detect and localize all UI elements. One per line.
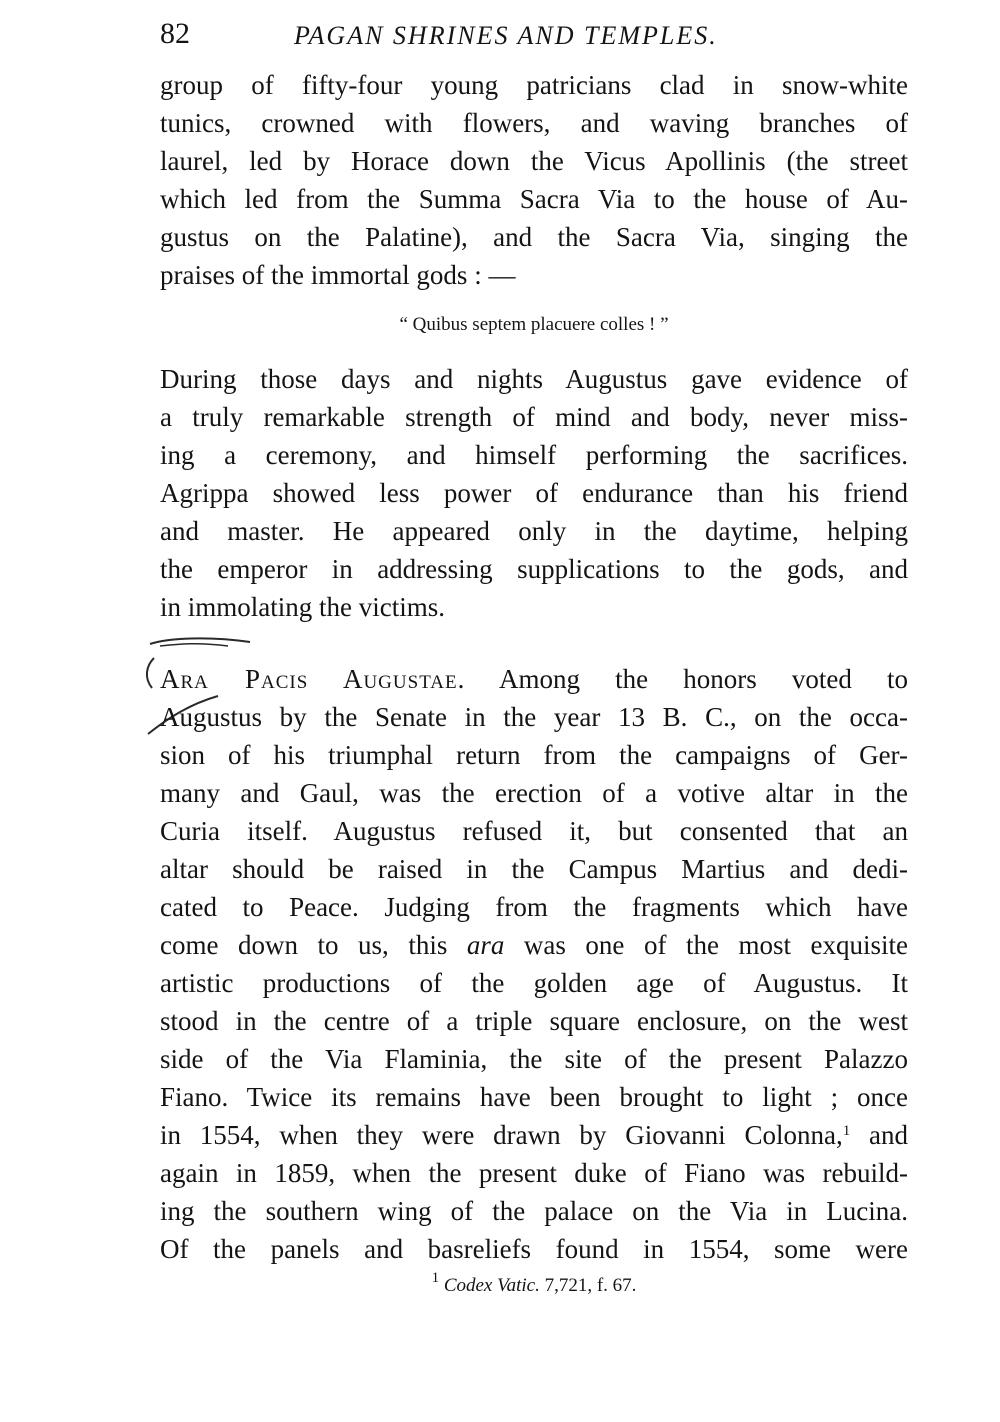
- paragraph-ara-pacis: [160, 660, 908, 1268]
- block-quote: “ Quibus septem placuere colles ! ”: [399, 314, 669, 335]
- text-line: again in 1859, when the present duke of Fiano was rebuild-: [160, 1158, 908, 1188]
- text-line: a truly remarkable strength of mind and body, never miss-: [160, 402, 908, 432]
- text-line: Augustus by the Senate in the year 13 B. C., on the occa-: [160, 702, 908, 732]
- text-line: artistic productions of the golden age of Augustus. It: [160, 968, 908, 998]
- text-fragment: and: [850, 1120, 908, 1150]
- text-line: stood in the centre of a triple square enclosure, on the west: [160, 1006, 908, 1036]
- text-line: ing the southern wing of the palace on the Via in Lucina.: [160, 1196, 908, 1226]
- footnote-source: Codex Vatic.: [443, 1275, 540, 1296]
- text-fragment: come down to us, this: [160, 930, 448, 960]
- text-line: sion of his triumphal return from the campaigns of Ger-: [160, 740, 908, 770]
- text-line: praises of the immortal gods : —: [160, 260, 516, 290]
- text-line: tunics, crowned with flowers, and waving branches of: [160, 108, 908, 138]
- footnote: [160, 1270, 908, 1299]
- footnote-ref: 7,721, f. 67.: [539, 1275, 637, 1296]
- text-line: Curia itself. Augustus refused it, but consented that an: [160, 816, 908, 846]
- text-line: which led from the Summa Sacra Via to the house of Au-: [160, 184, 908, 214]
- text-line: the emperor in addressing supplications to the gods, and: [160, 554, 908, 584]
- text-line: group of fifty-four young patricians clad in snow-white: [160, 70, 908, 100]
- italic-term: ara: [466, 930, 505, 960]
- text-line: many and Gaul, was the erection of a votive altar in the: [160, 778, 908, 808]
- text-line: in immolating the victims.: [160, 592, 445, 622]
- section-heading: Ara Pacis Augustae.: [160, 664, 466, 694]
- footnote-number: 1: [431, 1270, 440, 1286]
- page-number: 82: [160, 17, 190, 50]
- text-line: cated to Peace. Judging from the fragments which have: [160, 892, 908, 922]
- text-line: laurel, led by Horace down the Vicus Apollinis (the street: [160, 146, 908, 176]
- text-line: [160, 1116, 908, 1154]
- text-fragment: in 1554, when they were drawn by Giovanni Colonna,: [160, 1120, 843, 1150]
- paragraph-procession: [160, 66, 908, 294]
- running-head: PAGAN SHRINES AND TEMPLES.: [294, 21, 718, 50]
- text-line: ing a ceremony, and himself performing the sacrifices.: [160, 440, 908, 470]
- text-line: altar should be raised in the Campus Martius and dedi-: [160, 854, 908, 884]
- text-fragment: Among the honors voted to: [499, 664, 908, 694]
- text-line: gustus on the Palatine), and the Sacra Via, singing the: [160, 222, 908, 252]
- footnote-marker: 1: [842, 1123, 851, 1139]
- text-line: Fiano. Twice its remains have been brought to light ; once: [160, 1082, 908, 1112]
- text-line: During those days and nights Augustus gave evidence of: [160, 364, 908, 394]
- text-line: and master. He appeared only in the daytime, helping: [160, 516, 908, 546]
- text-line: side of the Via Flaminia, the site of the present Palazzo: [160, 1044, 908, 1074]
- text-fragment: was one of the most exquisite: [523, 930, 908, 960]
- text-line: Of the panels and basreliefs found in 1554, some were: [160, 1234, 908, 1264]
- text-line: Agrippa showed less power of endurance than his friend: [160, 478, 908, 508]
- text-line: [160, 660, 908, 698]
- paragraph-augustus: [160, 360, 908, 626]
- page-header: [160, 14, 908, 54]
- text-line: [160, 926, 908, 964]
